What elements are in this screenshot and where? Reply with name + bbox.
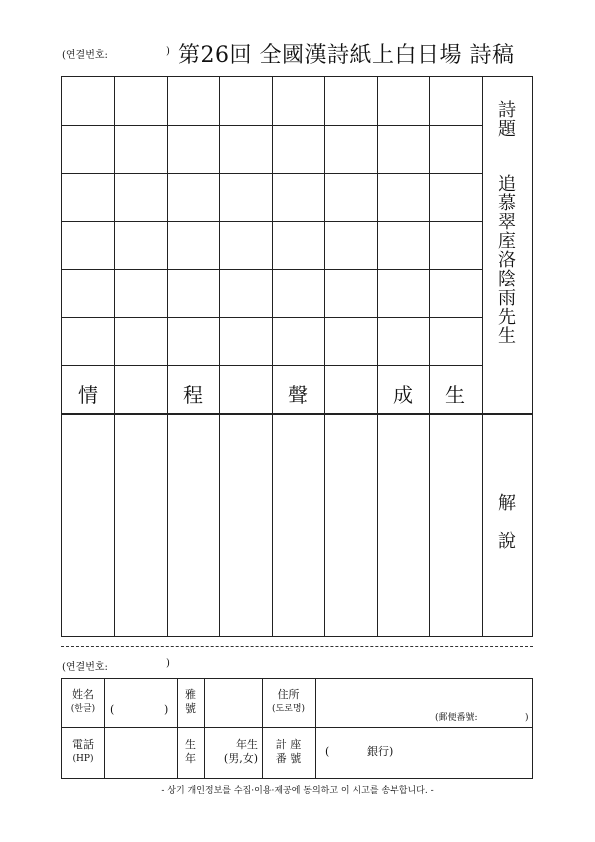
postal-code-close: ) bbox=[525, 713, 529, 723]
phone-label-cell bbox=[62, 738, 104, 766]
commentary-char: 解 bbox=[498, 493, 516, 514]
poem-cell-char: 成 bbox=[393, 383, 413, 407]
serial-number-label-top bbox=[62, 46, 170, 61]
address-label: 住所 bbox=[277, 688, 300, 701]
poem-topic bbox=[492, 175, 522, 346]
serial-number-label-bottom bbox=[62, 658, 170, 673]
bank-open-paren: ( bbox=[325, 745, 330, 758]
applicant-info-table bbox=[61, 678, 533, 779]
phone-label: 電話 bbox=[72, 738, 94, 751]
serial-label-text: (연결번호: bbox=[62, 50, 108, 61]
name-sub-label: (한글) bbox=[70, 704, 96, 714]
poem-cell-char: 生 bbox=[445, 383, 465, 407]
topic-char: 追 bbox=[498, 174, 516, 195]
gender-label: (男,女) bbox=[223, 752, 258, 765]
address-label-cell bbox=[262, 688, 315, 716]
poem-cell-char: 情 bbox=[78, 383, 98, 407]
topic-char: 生 bbox=[498, 326, 516, 347]
account-label-line: 番 號 bbox=[275, 752, 302, 765]
account-label bbox=[262, 738, 315, 766]
commentary-label bbox=[492, 485, 522, 561]
poem-grid bbox=[61, 76, 533, 637]
page-title: 第26回 全國漢詩紙上白日場 詩稿 bbox=[178, 43, 515, 68]
topic-char: 庢 bbox=[498, 231, 516, 252]
birth-char: 生 bbox=[185, 738, 196, 751]
dashed-separator bbox=[61, 646, 533, 647]
pen-name-char: 雅 bbox=[185, 688, 196, 701]
poem-cell-char: 程 bbox=[183, 383, 203, 407]
poem-cell-char: 聲 bbox=[288, 383, 308, 407]
topic-char: 洛 bbox=[498, 250, 516, 271]
serial-close-paren: ) bbox=[166, 658, 170, 669]
pen-name-char: 號 bbox=[185, 702, 196, 715]
name-label: 姓名 bbox=[72, 688, 94, 701]
commentary-char: 說 bbox=[498, 531, 516, 552]
consent-notice: - 상기 개인정보를 수집·이용·제공에 동의하고 이 시고를 송부합니다. - bbox=[161, 786, 434, 796]
topic-char: 翠 bbox=[498, 212, 516, 233]
birth-char: 年 bbox=[185, 752, 196, 765]
birth-year-label: 年生 bbox=[236, 738, 258, 751]
pen-name-label bbox=[177, 688, 204, 716]
title-label-char: 題 bbox=[498, 119, 516, 140]
topic-char: 雨 bbox=[498, 288, 516, 309]
topic-char: 慕 bbox=[498, 193, 516, 214]
name-label-cell bbox=[62, 688, 104, 716]
poem-title-label bbox=[492, 101, 522, 139]
title-label-char: 詩 bbox=[498, 100, 516, 121]
bank-label: 銀行) bbox=[367, 745, 394, 758]
topic-char: 陰 bbox=[498, 269, 516, 290]
birth-label bbox=[177, 738, 204, 766]
postal-code-label: (郵便番號: bbox=[435, 713, 478, 723]
name-open-paren: ( bbox=[110, 703, 115, 716]
phone-sub-label: (HP) bbox=[72, 754, 94, 764]
serial-label-text: (연결번호: bbox=[62, 662, 108, 673]
serial-close-paren: ) bbox=[166, 46, 170, 57]
topic-char: 先 bbox=[498, 307, 516, 328]
address-sub-label: (도로명) bbox=[271, 704, 306, 714]
name-close-paren: ) bbox=[164, 703, 169, 716]
birth-year-cell bbox=[204, 738, 262, 766]
account-label-line: 計 座 bbox=[275, 738, 302, 751]
